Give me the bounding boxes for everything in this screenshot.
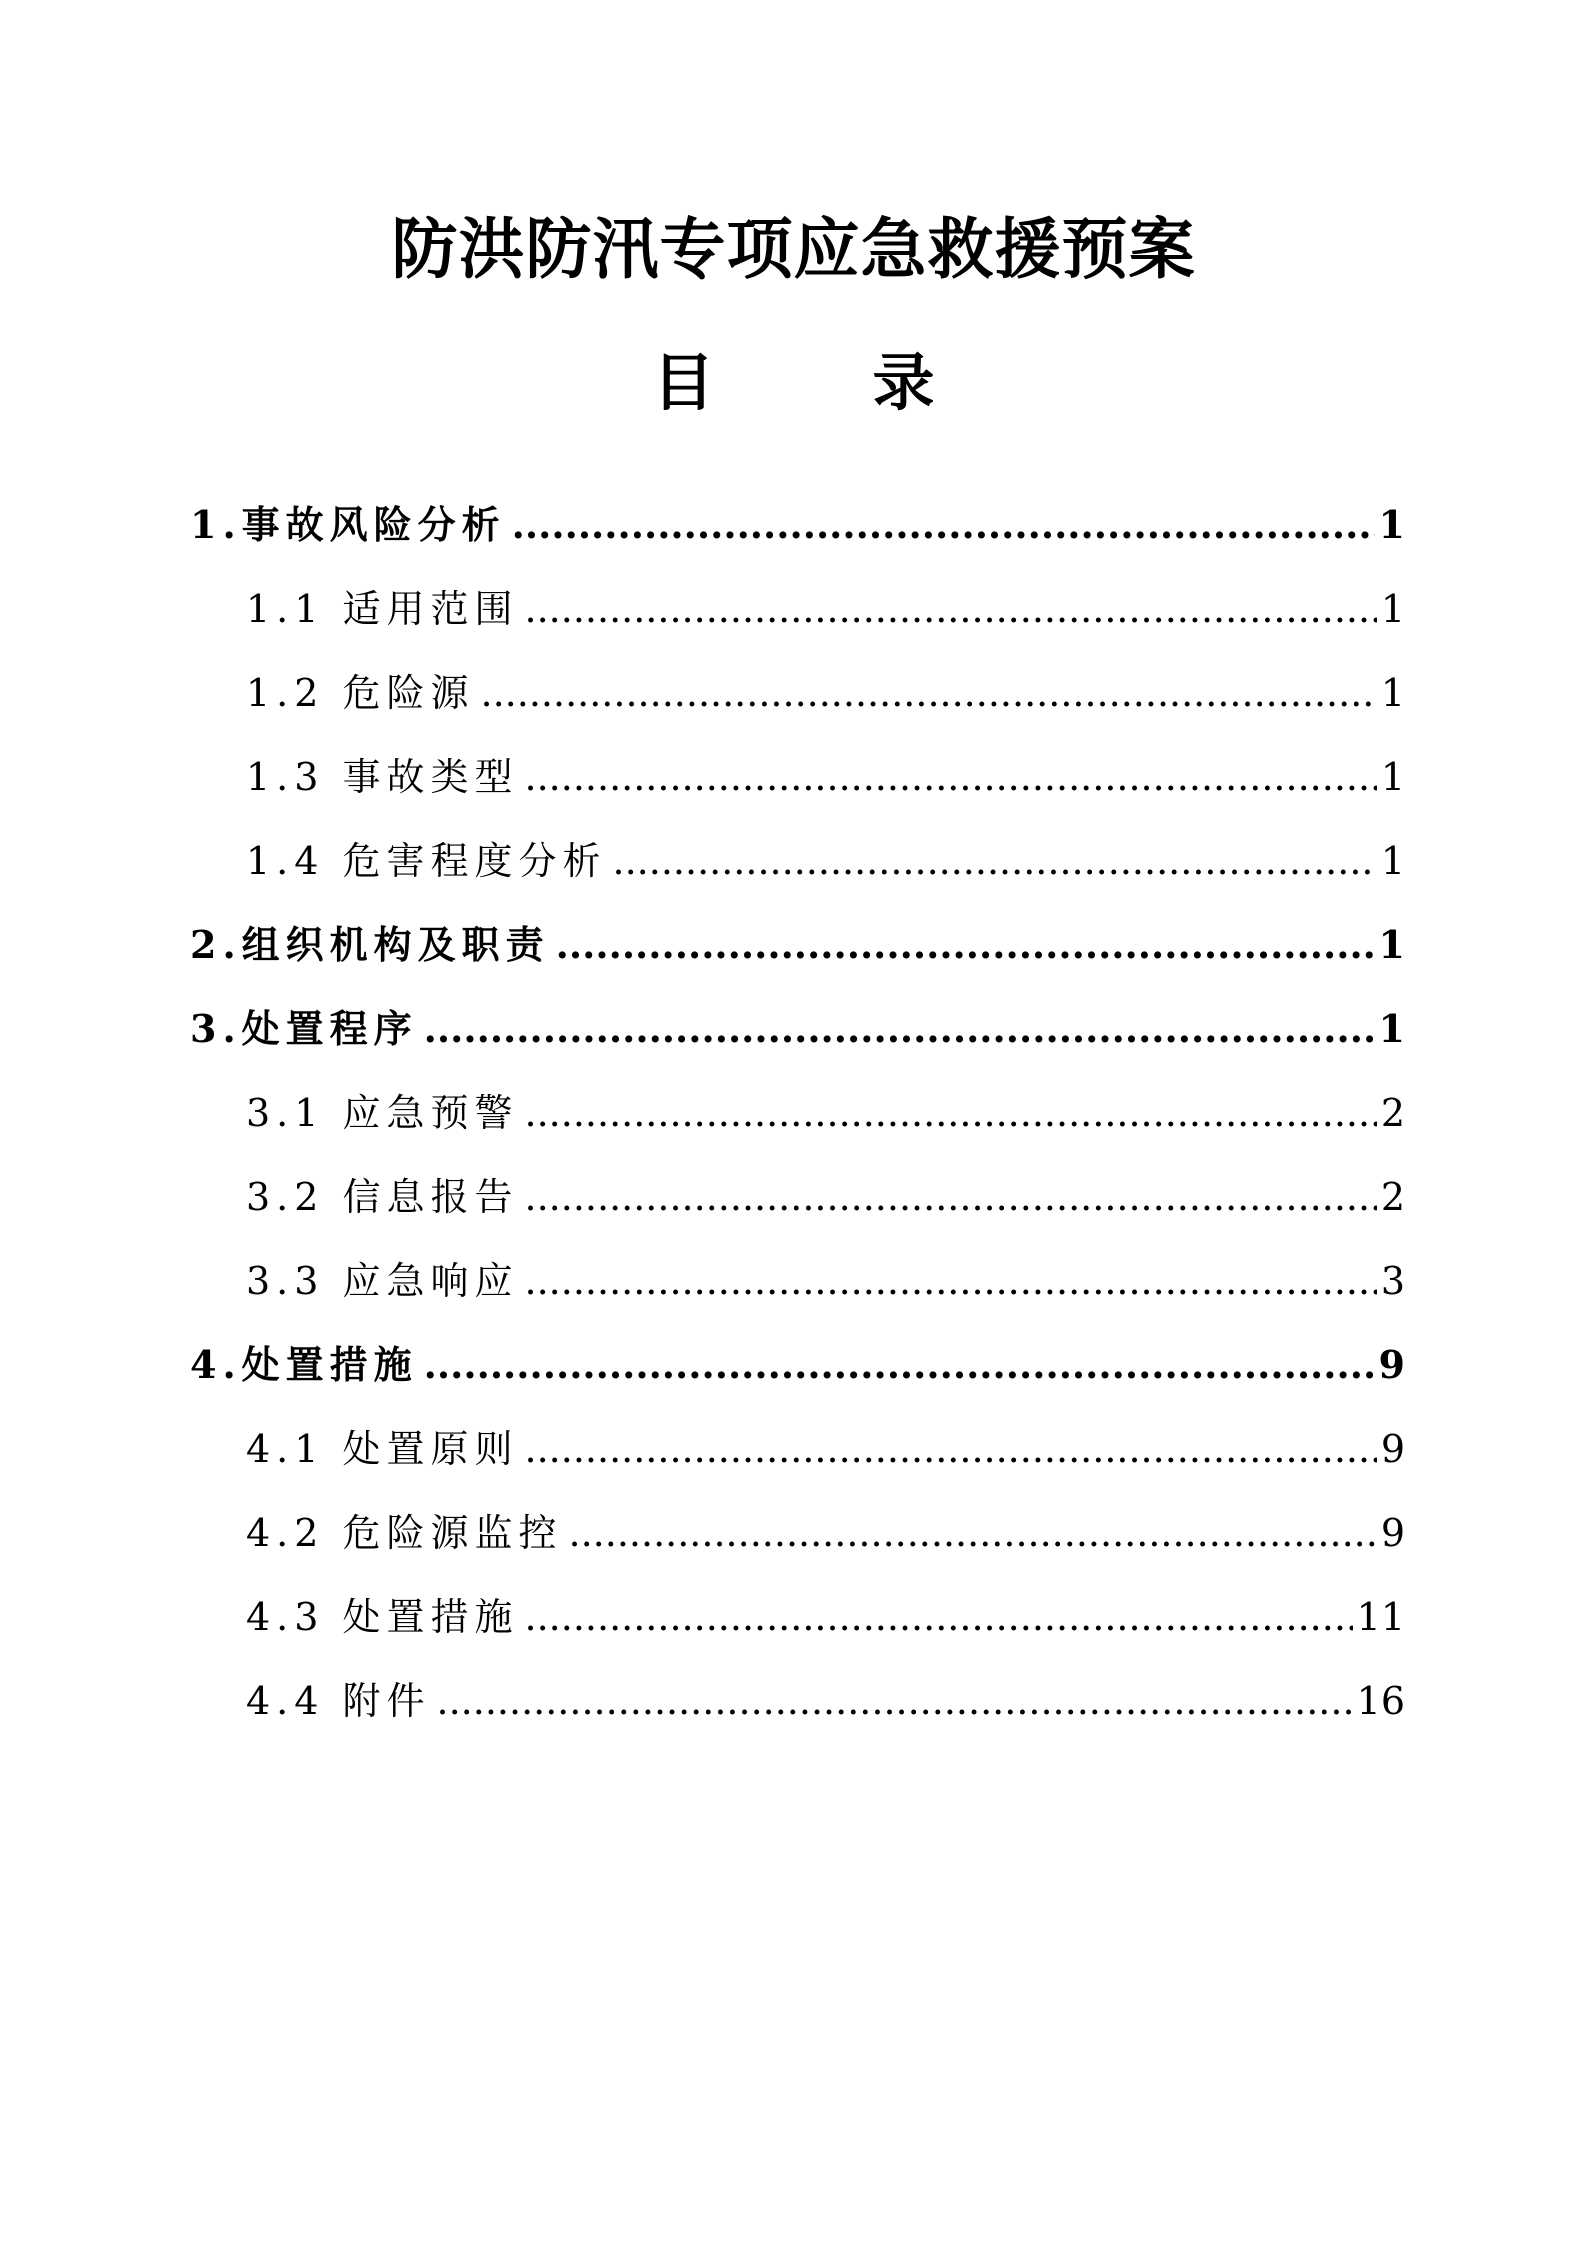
toc-leader-dots — [525, 1071, 1377, 1155]
toc-entry-page: 1 — [1378, 922, 1405, 967]
toc-entry-label: 4.1 处置原则 — [246, 1427, 519, 1471]
toc-leader-dots — [525, 735, 1377, 819]
toc-leader-dots — [424, 987, 1375, 1071]
toc-entry-label: 2.组织机构及职责 — [190, 922, 550, 967]
toc-entry-page: 11 — [1356, 1595, 1405, 1639]
toc-entry-3-3[interactable] — [190, 1239, 1405, 1323]
toc-leader-dots — [437, 1659, 1353, 1743]
toc-entry-3-1[interactable] — [190, 1071, 1405, 1155]
toc-leader-dots — [569, 1491, 1377, 1575]
toc-heading — [0, 338, 1587, 428]
toc-entry-4-4[interactable] — [190, 1659, 1405, 1743]
toc-entry-page: 1 — [1380, 587, 1405, 631]
toc-entry-label: 4.3 处置措施 — [246, 1595, 519, 1639]
toc-leader-dots — [424, 1323, 1375, 1407]
toc-entry-page: 2 — [1380, 1091, 1405, 1135]
toc-entry-1-4[interactable] — [190, 819, 1405, 903]
toc-entry-label: 1.1 适用范围 — [246, 587, 519, 631]
toc-entry-page: 1 — [1380, 755, 1405, 799]
toc-entry-4-1[interactable] — [190, 1407, 1405, 1491]
toc-entry-page: 9 — [1380, 1511, 1405, 1555]
toc-entry-page: 9 — [1378, 1342, 1405, 1387]
toc-entry-label: 4.2 危险源监控 — [246, 1511, 563, 1555]
toc-leader-dots — [525, 567, 1377, 651]
toc-entry-page: 1 — [1378, 502, 1405, 547]
toc-entry-1-3[interactable] — [190, 735, 1405, 819]
toc-entry-label: 3.1 应急预警 — [246, 1091, 519, 1135]
toc-entry-label: 1.4 危害程度分析 — [246, 839, 607, 883]
table-of-contents — [190, 483, 1405, 1743]
toc-leader-dots — [613, 819, 1377, 903]
toc-heading-text: 目 录 — [652, 346, 1003, 419]
toc-entry-4-3[interactable] — [190, 1575, 1405, 1659]
toc-leader-dots — [525, 1575, 1353, 1659]
toc-entry-2[interactable] — [190, 903, 1405, 987]
toc-entry-4[interactable] — [190, 1323, 1405, 1407]
toc-leader-dots — [525, 1155, 1377, 1239]
toc-entry-label: 3.处置程序 — [190, 1006, 418, 1051]
toc-entry-1-1[interactable] — [190, 567, 1405, 651]
toc-entry-page: 9 — [1380, 1427, 1405, 1471]
toc-entry-page: 3 — [1380, 1259, 1405, 1303]
toc-entry-3[interactable] — [190, 987, 1405, 1071]
toc-leader-dots — [481, 651, 1377, 735]
toc-leader-dots — [525, 1407, 1377, 1491]
toc-entry-label: 1.2 危险源 — [246, 671, 475, 715]
toc-entry-label: 3.3 应急响应 — [246, 1259, 519, 1303]
toc-leader-dots — [556, 903, 1375, 987]
toc-leader-dots — [525, 1239, 1377, 1323]
toc-entry-page: 1 — [1380, 839, 1405, 883]
toc-entry-label: 1.事故风险分析 — [190, 502, 506, 547]
toc-entry-label: 4.处置措施 — [190, 1342, 418, 1387]
toc-entry-4-2[interactable] — [190, 1491, 1405, 1575]
document-title: 防洪防汛专项应急救援预案 — [391, 211, 1196, 288]
toc-leader-dots — [512, 483, 1375, 567]
toc-entry-label: 3.2 信息报告 — [246, 1175, 519, 1219]
toc-entry-label: 1.3 事故类型 — [246, 755, 519, 799]
toc-entry-1[interactable] — [190, 483, 1405, 567]
toc-entry-label: 4.4 附件 — [246, 1679, 431, 1723]
toc-entry-page: 16 — [1356, 1679, 1405, 1723]
toc-entry-page: 1 — [1380, 671, 1405, 715]
toc-entry-3-2[interactable] — [190, 1155, 1405, 1239]
toc-entry-page: 1 — [1378, 1006, 1405, 1051]
toc-entry-page: 2 — [1380, 1175, 1405, 1219]
toc-entry-1-2[interactable] — [190, 651, 1405, 735]
